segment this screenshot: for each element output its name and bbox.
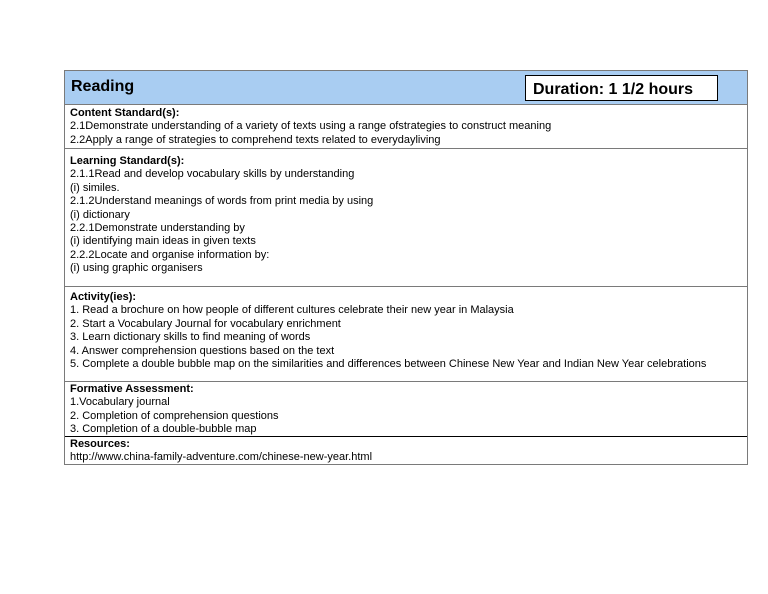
section-title: Reading — [71, 78, 135, 95]
content-standards-section — [65, 105, 747, 149]
learning-standard-line: 2.1.1Read and develop vocabulary skills by understanding — [70, 168, 355, 181]
duration-box: Duration: 1 1/2 hours — [525, 75, 718, 101]
content-standards-heading: Content Standard(s): — [70, 107, 180, 119]
assessment-line: 3. Completion of a double-bubble map — [70, 423, 257, 436]
header-bar — [65, 71, 747, 105]
activity-line: 3. Learn dictionary skills to find meaning of words — [70, 331, 311, 344]
formative-assessment-heading: Formative Assessment: — [70, 383, 194, 395]
resources-heading: Resources: — [70, 438, 130, 450]
learning-standard-line: (i) identifying main ideas in given texts — [70, 235, 256, 248]
activity-line: 5. Complete a double bubble map on the similarities and differences between Chinese New Year and Indian New Year celebrations — [70, 358, 707, 371]
lesson-plan-table — [64, 70, 748, 465]
learning-standard-line: 2.1.2Understand meanings of words from print media by using — [70, 195, 374, 208]
learning-standard-line: 2.2.1Demonstrate understanding by — [70, 222, 245, 235]
learning-standard-line: (i) dictionary — [70, 208, 130, 221]
assessment-line: 1.Vocabulary journal — [70, 396, 170, 409]
learning-standards-heading: Learning Standard(s): — [70, 155, 185, 167]
formative-assessment-section — [65, 382, 747, 437]
activity-line: 4. Answer comprehension questions based on the text — [70, 344, 335, 357]
learning-standard-line: (i) similes. — [70, 181, 120, 194]
content-standard-line: 2.1Demonstrate understanding of a variety of texts using a range ofstrategies to construct meaning — [70, 120, 552, 133]
learning-standard-line: 2.2.2Locate and organise information by: — [70, 248, 270, 261]
activities-heading: Activity(ies): — [70, 291, 137, 303]
learning-standards-section — [65, 149, 747, 287]
activities-section — [65, 287, 747, 382]
content-standard-line: 2.2Apply a range of strategies to comprehend texts related to everydayliving — [70, 133, 441, 146]
resources-section — [65, 437, 747, 464]
activity-line: 2. Start a Vocabulary Journal for vocabulary enrichment — [70, 317, 341, 330]
assessment-line: 2. Completion of comprehension questions — [70, 409, 279, 422]
learning-standard-line: (i) using graphic organisers — [70, 262, 203, 275]
activity-line: 1. Read a brochure on how people of different cultures celebrate their new year in Malaysia — [70, 304, 514, 317]
resource-link[interactable]: http://www.china-family-adventure.com/chinese-new-year.html — [70, 451, 373, 464]
